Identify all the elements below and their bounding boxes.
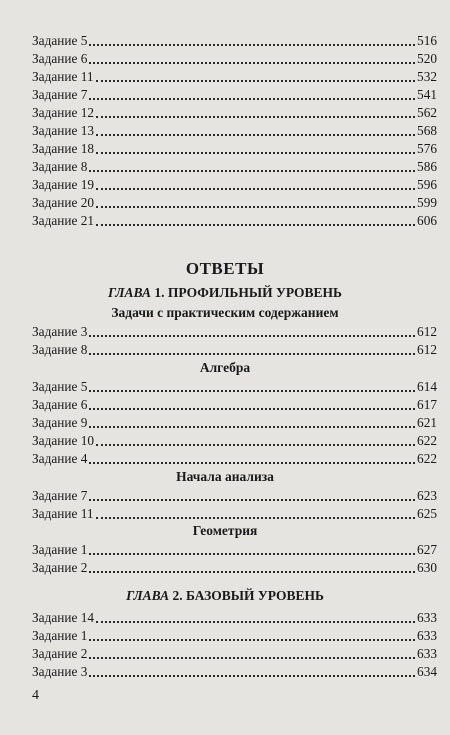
leader-dots [89,571,415,573]
leader-dots [89,499,415,501]
toc-label: Задание 11 [32,69,94,84]
leader-dots [96,134,415,136]
toc-label: Задание 3 [32,324,88,339]
toc-page-number: 599 [417,195,437,210]
toc-label: Задание 1 [32,628,88,643]
toc-label: Задание 7 [32,488,88,503]
leader-dots [89,657,415,659]
toc-page-number: 627 [417,542,437,557]
toc-row [32,626,437,644]
toc-label: Задание 6 [32,51,88,66]
toc-page-number: 516 [417,33,437,48]
toc-row [32,644,437,662]
toc-label: Задание 21 [32,213,94,228]
leader-dots [96,206,415,208]
toc-page-number: 576 [417,141,437,156]
folio-page-number: 4 [32,688,39,703]
toc-row [32,431,437,449]
toc-label: Задание 11 [32,506,94,521]
toc-label: Задание 3 [32,664,88,679]
toc-row [32,49,437,67]
toc-row [32,67,437,85]
toc-page-number: 614 [417,379,437,394]
toc-page-number: 612 [417,324,437,339]
toc-label: Задание 2 [32,560,88,575]
leader-dots [89,408,415,410]
chapter-2-heading [0,588,450,604]
toc-page-number: 532 [417,69,437,84]
toc-row [32,211,437,229]
toc-label: Задание 6 [32,397,88,412]
toc-row [32,608,437,626]
subsection-algebra-heading: Алгебра [199,360,251,375]
toc-row [32,157,437,175]
leader-dots [89,390,415,392]
toc-page-number: 520 [417,51,437,66]
leader-dots [89,553,415,555]
toc-page-number: 633 [417,628,437,643]
leader-dots [89,170,415,172]
leader-dots [89,98,415,100]
toc-label: Задание 12 [32,105,94,120]
toc-label: Задание 4 [32,451,88,466]
chapter-1-heading [0,285,450,301]
leader-dots [96,224,415,226]
subsection-analysis-heading: Начала анализа [176,469,274,484]
toc-row [32,504,437,522]
subsection-geometry-heading: Геометрия [192,523,258,538]
leader-dots [89,462,415,464]
toc-row [32,558,437,576]
toc-page-number: 568 [417,123,437,138]
toc-page-number: 541 [417,87,437,102]
toc-page-number: 622 [417,451,437,466]
chapter-title: 1. ПРОФИЛЬНЫЙ УРОВЕНЬ [151,285,342,300]
leader-dots [89,353,415,355]
toc-row [32,413,437,431]
leader-dots [89,426,415,428]
leader-dots [89,62,415,64]
toc-row [32,449,437,467]
toc-row [32,139,437,157]
leader-dots [96,80,416,82]
toc-row [32,486,437,504]
toc-label: Задание 10 [32,433,94,448]
answers-heading: ОТВЕТЫ [185,259,265,278]
leader-dots [96,188,415,190]
toc-label: Задание 5 [32,33,88,48]
toc-page-number: 596 [417,177,437,192]
toc-row [32,31,437,49]
toc-page-number: 623 [417,488,437,503]
chapter-title: 2. БАЗОВЫЙ УРОВЕНЬ [169,588,324,603]
leader-dots [89,639,415,641]
toc-page-number: 625 [417,506,437,521]
leader-dots [96,152,415,154]
toc-row [32,121,437,139]
leader-dots [96,517,416,519]
leader-dots [89,44,415,46]
toc-page-number: 621 [417,415,437,430]
leader-dots [96,444,415,446]
chapter-prefix: ГЛАВА [108,285,152,300]
chapter-prefix: ГЛАВА [126,588,170,603]
toc-page-number: 606 [417,213,437,228]
toc-row [32,322,437,340]
toc-page-number: 622 [417,433,437,448]
leader-dots [89,675,415,677]
toc-page-number: 562 [417,105,437,120]
toc-row [32,395,437,413]
toc-label: Задание 18 [32,141,94,156]
toc-label: Задание 5 [32,379,88,394]
toc-label: Задание 8 [32,342,88,357]
toc-page-number: 612 [417,342,437,357]
toc-label: Задание 1 [32,542,88,557]
subsection-practical-heading: Задачи с практическим содержанием [111,305,339,320]
toc-page-number: 634 [417,664,437,679]
toc-label: Задание 14 [32,610,94,625]
toc-row [32,175,437,193]
toc-page-number: 633 [417,610,437,625]
toc-row [32,103,437,121]
toc-row [32,85,437,103]
leader-dots [96,621,415,623]
toc-row [32,193,437,211]
leader-dots [89,335,415,337]
leader-dots [96,116,415,118]
toc-row [32,540,437,558]
toc-label: Задание 20 [32,195,94,210]
toc-label: Задание 19 [32,177,94,192]
toc-label: Задание 7 [32,87,88,102]
toc-page-number: 586 [417,159,437,174]
toc-row [32,377,437,395]
toc-page-number: 617 [417,397,437,412]
toc-label: Задание 9 [32,415,88,430]
toc-row [32,340,437,358]
toc-page-number: 633 [417,646,437,661]
toc-label: Задание 8 [32,159,88,174]
toc-row [32,662,437,680]
toc-label: Задание 2 [32,646,88,661]
toc-page-number: 630 [417,560,437,575]
toc-label: Задание 13 [32,123,94,138]
